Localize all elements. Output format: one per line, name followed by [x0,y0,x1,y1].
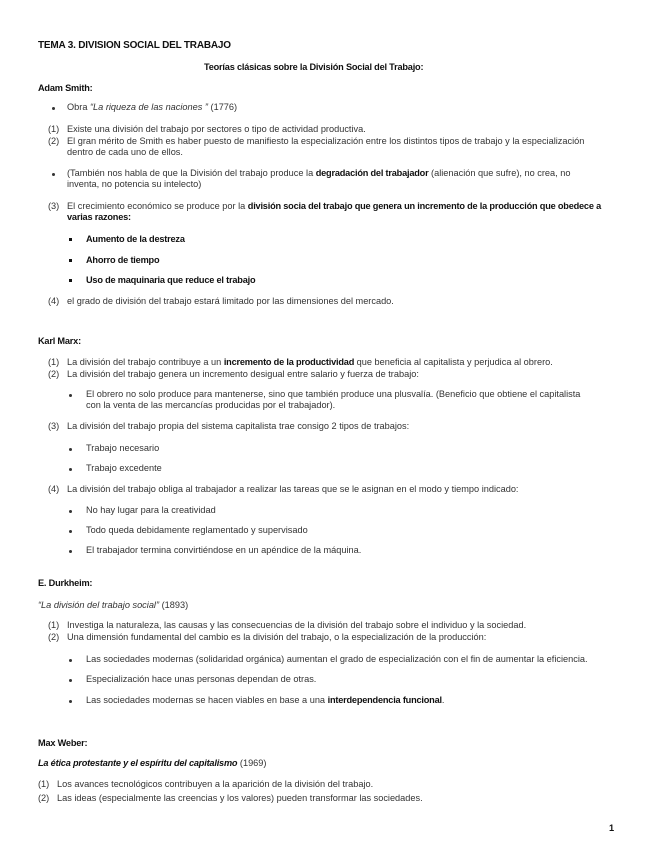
marx-effect: No hay lugar para la creatividad [86,505,216,515]
weber-point-2: Las ideas (especialmente las creencias y los valores) pueden transformar las sociedades. [57,793,423,803]
list-number: (2) [48,632,60,642]
list-number: (2) [38,793,50,803]
marx-work-type: Trabajo necesario [86,443,160,453]
list-number: (1) [48,620,60,630]
smith-point-1: Existe una división del trabajo por sectores o tipo de actividad productiva. [67,124,366,134]
bullet-icon [69,468,72,471]
list-number: (2) [48,369,60,379]
list-number: (4) [48,484,60,494]
marx-effect: Todo queda debidamente reglamentado y supervisado [86,525,308,535]
smith-heading: Adam Smith: [38,83,93,93]
marx-point-4: La división del trabajo obliga al trabajador a realizar las tareas que se le asignan en el modo y tiempo indicado: [67,484,519,494]
smith-point-4: el grado de división del trabajo estará limitado por las dimensiones del mercado. [67,296,394,306]
smith-point-2-cont: dentro de cada uno de ellos. [67,147,183,157]
list-number: (2) [48,136,60,146]
marx-plusvalia: El obrero no solo produce para mantenerse, sino que también produce una plusvalía. (Beneficio que obtiene el capitalista [86,389,581,399]
document-title: TEMA 3. DIVISION SOCIAL DEL TRABAJO [38,40,231,51]
bullet-icon [69,510,72,513]
list-number: (1) [48,357,60,367]
smith-note-cont: inventa, no potencia su intelecto) [67,179,202,189]
durkheim-bullet: Las sociedades modernas se hacen viables en base a una interdependencia funcional. [86,695,445,705]
smith-reason: Ahorro de tiempo [86,255,160,265]
list-number: (4) [48,296,60,306]
list-number: (1) [48,124,60,134]
bullet-icon [69,659,72,662]
bullet-icon [69,550,72,553]
bullet-icon [69,700,72,703]
bullet-icon [69,530,72,533]
bullet-icon [69,448,72,451]
list-number: (3) [48,201,60,211]
smith-point-3-cont: varias razones: [67,212,131,222]
marx-point-1: La división del trabajo contribuye a un incremento de la productividad que beneficia al capitalista y perjudica al obrero. [67,357,553,367]
list-number: (3) [48,421,60,431]
durkheim-point-2: Una dimensión fundamental del cambio es la división del trabajo, o la especialización de la producción: [67,632,487,642]
page-number: 1 [609,823,614,833]
marx-heading: Karl Marx: [38,336,81,346]
square-bullet-icon [69,238,72,241]
marx-plusvalia-cont: con la venta de las mercancías producidas por el trabajador). [86,400,336,410]
weber-heading: Max Weber: [38,738,88,748]
list-number: (1) [38,779,50,789]
weber-point-1: Los avances tecnológicos contribuyen a la aparición de la división del trabajo. [57,779,374,789]
square-bullet-icon [69,279,72,282]
durkheim-heading: E. Durkheim: [38,578,93,588]
marx-work-type: Trabajo excedente [86,463,162,473]
smith-note: (También nos habla de que la División del trabajo produce la degradación del trabajador (alienación que sufre), no crea, no [67,168,571,178]
weber-work: La ética protestante y el espíritu del capitalismo (1969) [38,758,267,768]
smith-point-2: El gran mérito de Smith es haber puesto de manifiesto la especialización entre los distintos tipos de trabajo y la especialización [67,136,585,146]
bullet-icon [52,107,55,110]
marx-point-2: La división del trabajo genera un incremento desigual entre salario y fuerza de trabajo: [67,369,419,379]
durkheim-bullet: Especialización hace unas personas dependan de otras. [86,674,317,684]
durkheim-work: “La división del trabajo social” (1893) [38,600,189,610]
durkheim-point-1: Investiga la naturaleza, las causas y las consecuencias de la división del trabajo sobre el individuo y la sociedad. [67,620,527,630]
marx-effect: El trabajador termina convirtiéndose en un apéndice de la máquina. [86,545,362,555]
bullet-icon [69,679,72,682]
durkheim-bullet: Las sociedades modernas (solidaridad orgánica) aumentan el grado de especialización con el fin de aumentar la eficiencia. [86,654,588,664]
smith-point-3: El crecimiento económico se produce por la división socia del trabajo que genera un incremento de la producción que obedece a [67,201,602,211]
smith-reason: Aumento de la destreza [86,234,185,244]
smith-obra: Obra “La riqueza de las naciones ” (1776) [67,102,238,112]
marx-point-3: La división del trabajo propia del sistema capitalista trae consigo 2 tipos de trabajos: [67,421,410,431]
section-subtitle: Teorías clásicas sobre la División Social del Trabajo: [204,62,424,72]
square-bullet-icon [69,259,72,262]
bullet-icon [69,394,72,397]
smith-reason: Uso de maquinaria que reduce el trabajo [86,275,256,285]
bullet-icon [52,173,55,176]
